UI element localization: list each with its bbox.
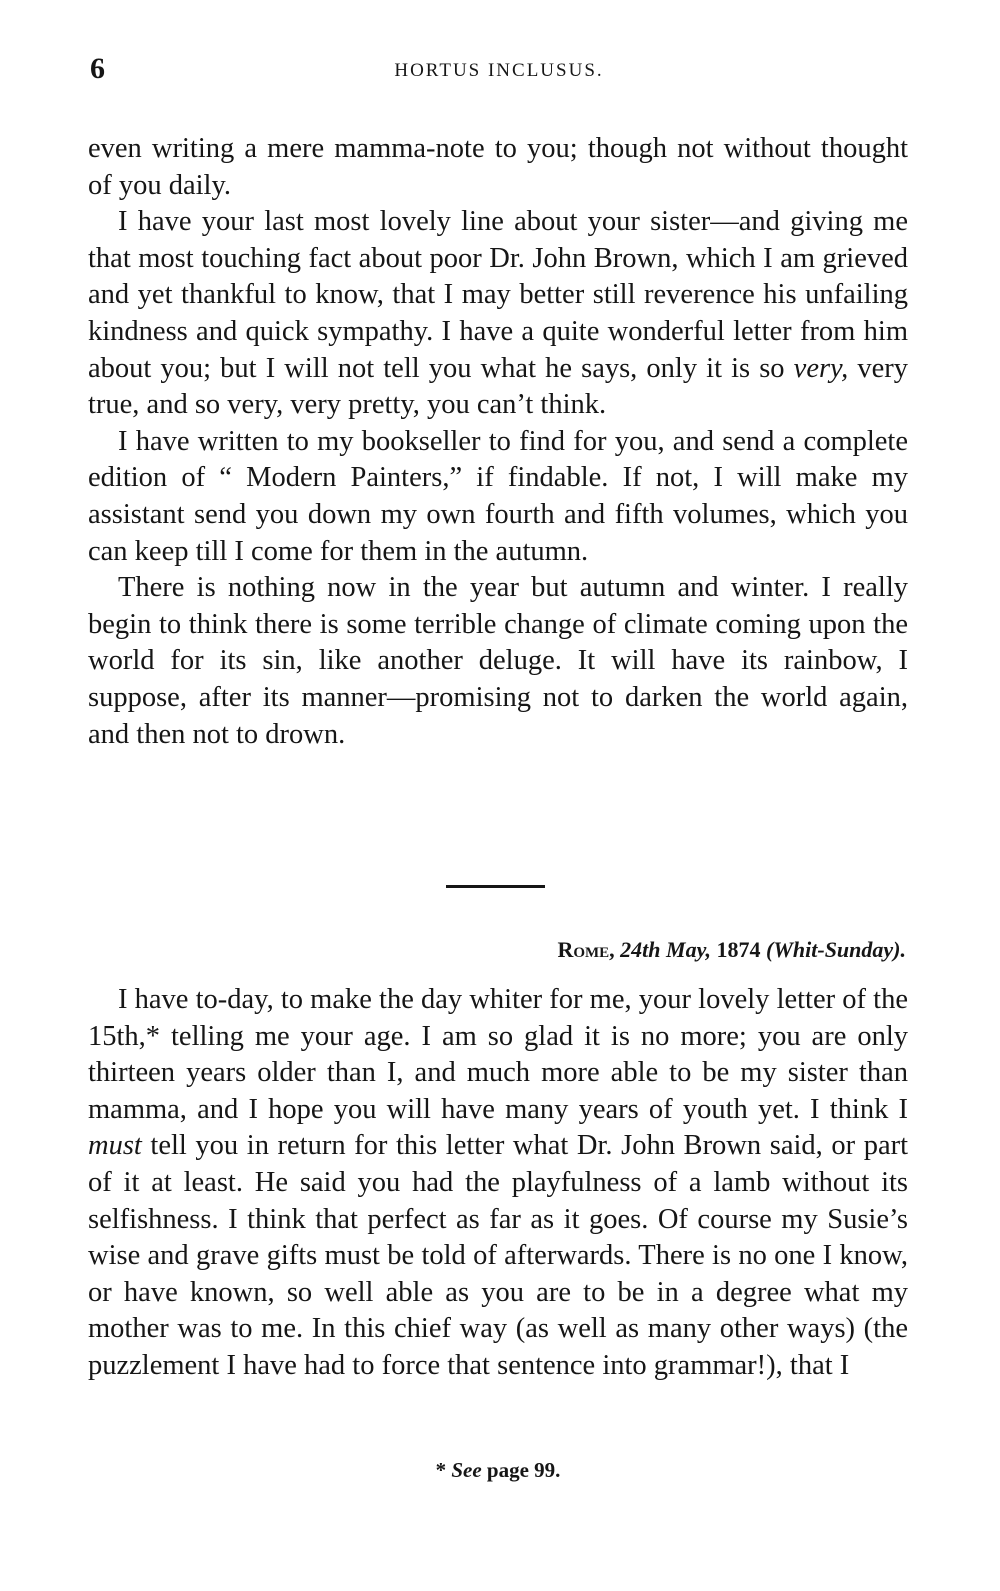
dateline-place: Rome, (557, 937, 615, 962)
paragraph-text: tell you in return for this letter what Dr. John Brown said, or part of it at least. He said you had the playfulness of a lamb without its selfishness. I think that perfect as far as it goes. Of course my Susie’s wise and grave gifts must be told of afterwards. There is no one I know, or have known, so well able as you are to be in a degree what my mother was to me. In this chief way (as well as many other ways) (the puzzlement I have had to force that sentence into grammar!), that I (88, 1130, 908, 1381)
paragraph (88, 204, 908, 424)
dateline-date: 24th May, (620, 937, 712, 962)
paragraph-continuation: even writing a mere mamma-note to you; though not without thought of you daily. (88, 133, 908, 201)
paragraph-text: I have your last most lovely line about your sister—and giving me that most touching fact about poor Dr. John Brown, which I am grieved and yet thankful to know, that I may better still reverence his unfailing kindness and quick sympathy. I have a quite wonderful letter from him about you; but I will not tell you what he says, only it is so (88, 206, 908, 384)
dateline-year: 1874 (716, 937, 761, 962)
paragraph-text: I have to-day, to make the day whiter for me, your lovely letter of the 15th,* telling me your age. I am so glad it is no more; you are only thirteen years older than I, and much more able to be my sister than mamma, and I hope you will have many years of youth yet. I think I (88, 984, 908, 1125)
paragraph-text: very true, and so very, very pretty, you can’t think. (88, 352, 909, 421)
page-number: 6 (90, 52, 105, 85)
emphasis-text: must (88, 1130, 142, 1162)
paragraph: I have written to my bookseller to find for you, and send a complete edition of “ Modern Painters,” if findable. If not, I will make my assistant send you down my own fourth and fifth volumes, which you can keep till I come for them in the autumn. (88, 425, 908, 567)
dateline (88, 937, 906, 963)
running-title: HORTUS INCLUSUS. (394, 60, 604, 81)
section-divider (446, 885, 545, 888)
footnote-see: See (451, 1458, 482, 1482)
footnote-text: page 99. (486, 1458, 561, 1482)
emphasis-text: very, (793, 352, 849, 384)
footnote (88, 1458, 908, 1483)
paragraph (88, 982, 908, 1385)
letter-body-first (88, 131, 908, 753)
paragraph: There is nothing now in the year but autumn and winter. I really begin to think there is some terrible change of climate coming upon the world for its sin, like another deluge. It will have its rainbow, I suppose, after its manner—promising not to darken the world again, and then not to drown. (88, 572, 908, 750)
letter-body-second (88, 982, 908, 1385)
dateline-occasion: (Whit-Sunday). (766, 937, 906, 962)
running-head (90, 52, 908, 96)
footnote-marker: * (435, 1458, 447, 1482)
